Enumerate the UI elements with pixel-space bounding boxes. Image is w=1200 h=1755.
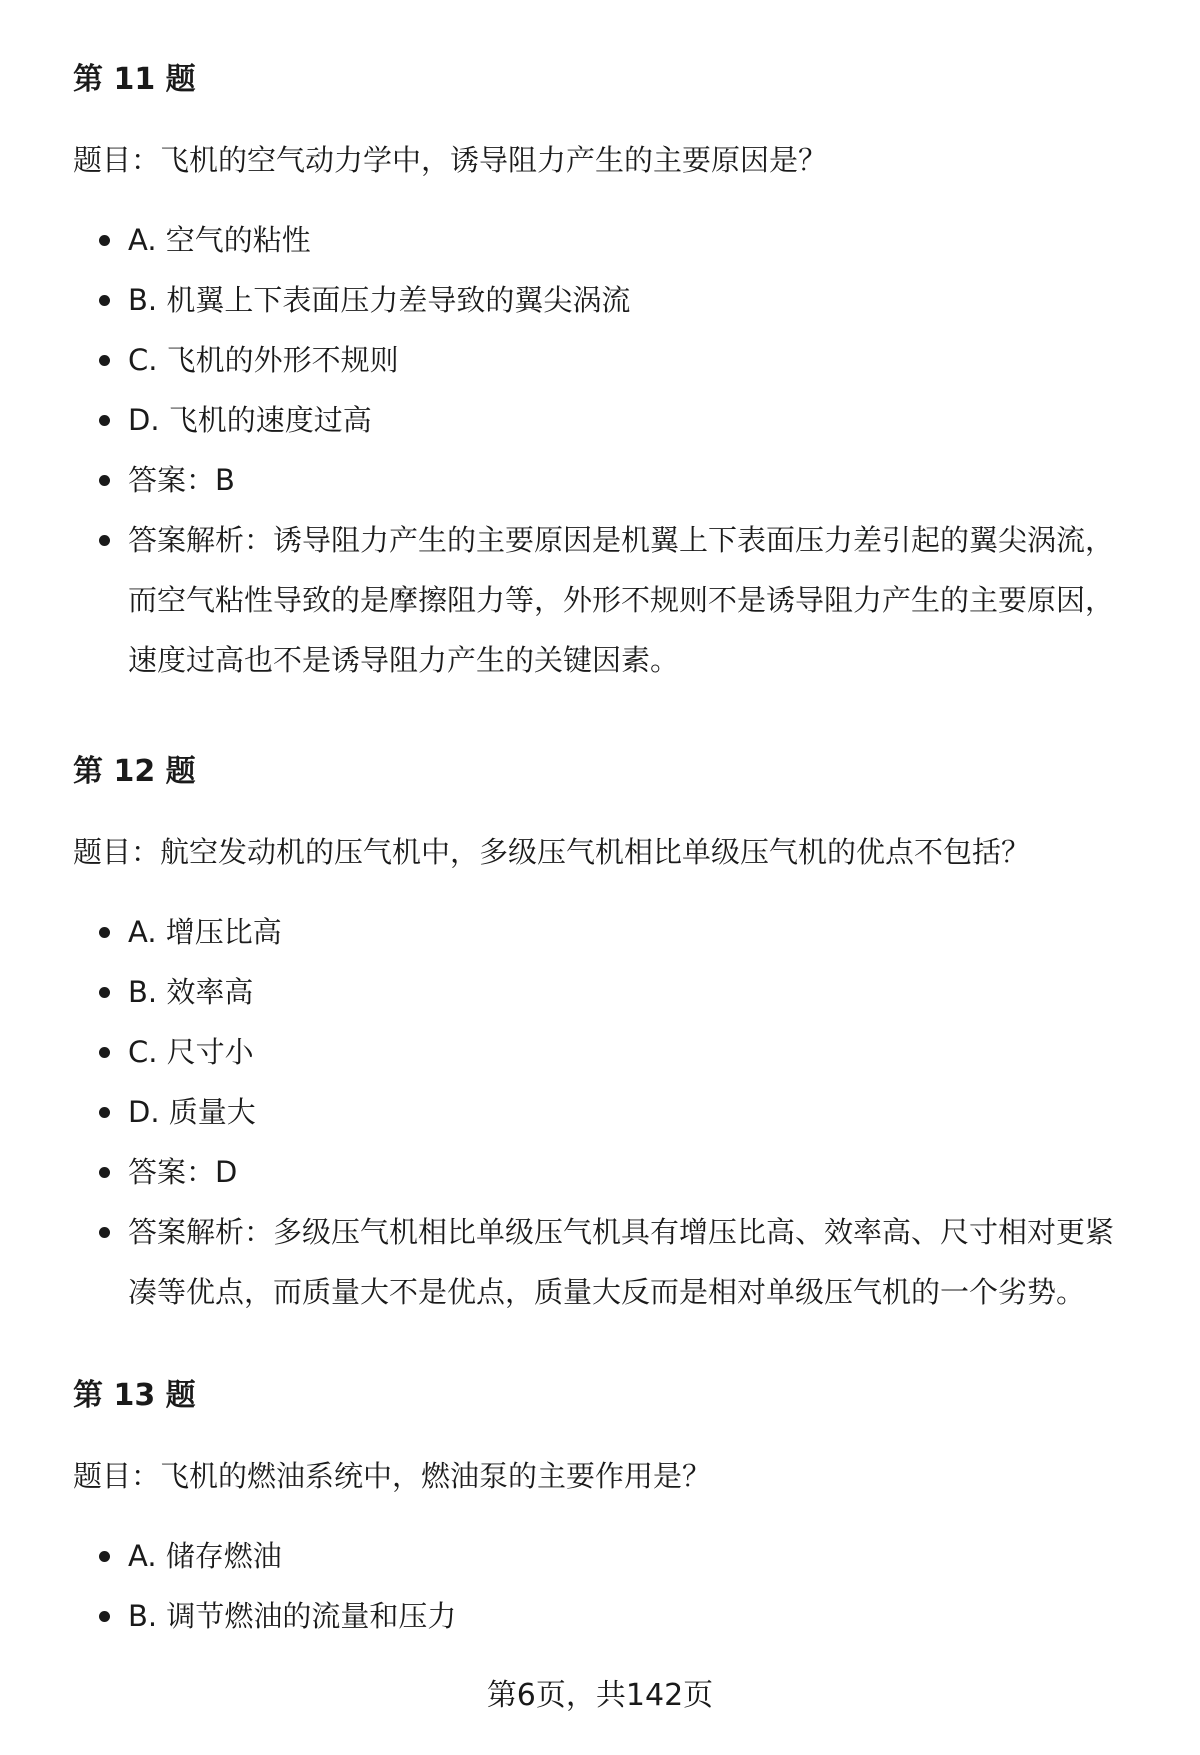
bullet-dot-icon xyxy=(99,355,110,366)
bullet-dot-icon xyxy=(99,415,110,426)
analysis-item: 答案解析：诱导阻力产生的主要原因是机翼上下表面压力差引起的翼尖涡流，而空气粘性导致的是摩擦阻力等，外形不规则不是诱导阻力产生的主要原因，速度过高也不是诱导阻力产生的关键因素。 xyxy=(0,510,1200,690)
bullet-dot-icon xyxy=(99,475,110,486)
bullet-dot-icon xyxy=(99,1227,110,1238)
analysis-item: 答案解析：多级压气机相比单级压气机具有增压比高、效率高、尺寸相对更紧凑等优点，而质量大不是优点，质量大反而是相对单级压气机的一个劣势。 xyxy=(0,1202,1200,1322)
bullet-dot-icon xyxy=(99,1107,110,1118)
option-item: A. 空气的粘性 xyxy=(0,220,1200,260)
bullet-dot-icon xyxy=(99,1167,110,1178)
answer-item: 答案：D xyxy=(0,1152,1200,1192)
option-item: B. 调节燃油的流量和压力 xyxy=(0,1596,1200,1636)
question-stem: 题目：飞机的空气动力学中，诱导阻力产生的主要原因是？ xyxy=(73,143,828,177)
question-stem: 题目：飞机的燃油系统中，燃油泵的主要作用是？ xyxy=(73,1459,712,1493)
option-item: D. 质量大 xyxy=(0,1092,1200,1132)
bullet-dot-icon xyxy=(99,1611,110,1622)
option-item: B. 效率高 xyxy=(0,972,1200,1012)
option-item: C. 尺寸小 xyxy=(0,1032,1200,1072)
bullet-dot-icon xyxy=(99,927,110,938)
question-heading: 第 11 题 xyxy=(73,62,196,97)
option-list xyxy=(0,1536,1200,1656)
bullet-dot-icon xyxy=(99,1047,110,1058)
bullet-dot-icon xyxy=(99,235,110,246)
answer-item: 答案：B xyxy=(0,460,1200,500)
question-heading: 第 13 题 xyxy=(73,1378,196,1413)
bullet-dot-icon xyxy=(99,1551,110,1562)
option-list xyxy=(0,912,1200,1342)
question-heading: 第 12 题 xyxy=(73,754,196,789)
bullet-dot-icon xyxy=(99,987,110,998)
option-item: A. 增压比高 xyxy=(0,912,1200,952)
bullet-dot-icon xyxy=(99,535,110,546)
page-number: 第6页，共142页 xyxy=(486,1678,714,1713)
option-item: D. 飞机的速度过高 xyxy=(0,400,1200,440)
option-list xyxy=(0,220,1200,710)
option-item: A. 储存燃油 xyxy=(0,1536,1200,1576)
option-item: C. 飞机的外形不规则 xyxy=(0,340,1200,380)
bullet-dot-icon xyxy=(99,295,110,306)
option-item: B. 机翼上下表面压力差导致的翼尖涡流 xyxy=(0,280,1200,320)
question-stem: 题目：航空发动机的压气机中，多级压气机相比单级压气机的优点不包括？ xyxy=(73,835,1031,869)
